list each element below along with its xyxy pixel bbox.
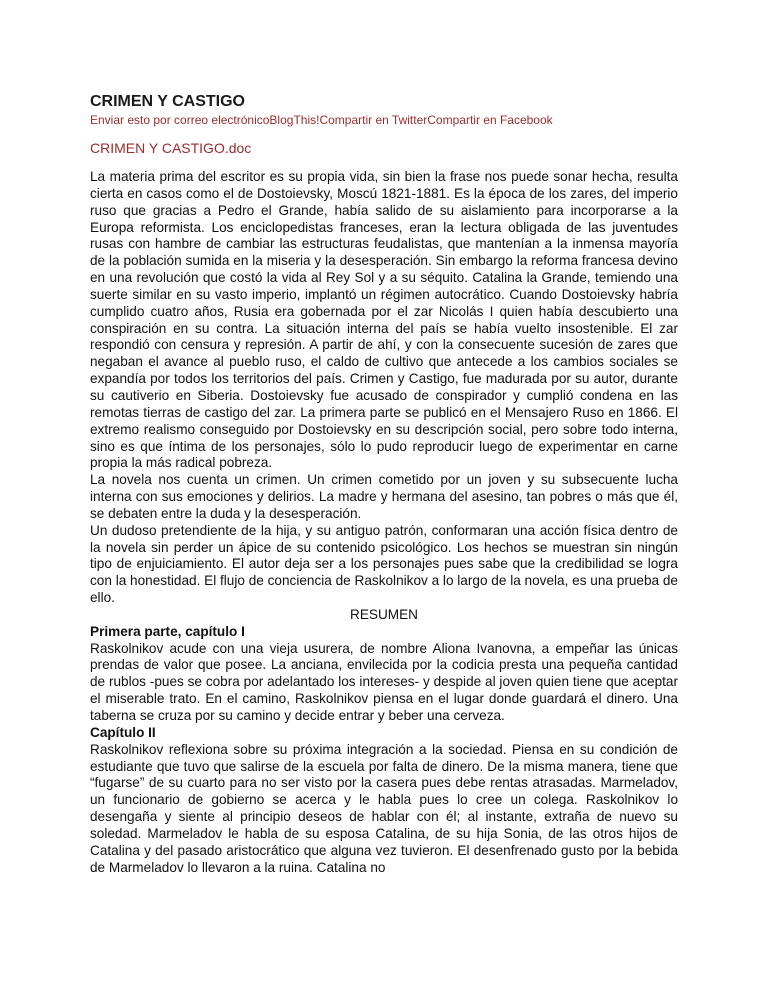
document-body [90,169,678,876]
share-links [90,113,678,127]
share-blogthis-link[interactable]: BlogThis! [269,113,320,127]
chapter-heading-1: Primera parte, capítulo I [90,623,245,639]
document-title: CRIMEN Y CASTIGO [90,93,245,110]
share-facebook-link[interactable]: Compartir en Facebook [427,113,553,127]
document-page [90,92,678,876]
chapter-heading-2: Capítulo II [90,724,156,740]
paragraph-intro: La materia prima del escritor es su propia vida, sin bien la frase nos puede sonar hecha, resulta cierta en casos como el de Dostoievsky, Moscú 1821-1881. Es la época de los zares, del imperio ruso que gracias a Pedro el Grande, había salido de su aislamiento para incorporarse a la Europa reformista. Los enciclopedistas franceses, eran la lectura obligada de las juventudes rusas con hambre de cambiar las estructuras feudalistas, que mantenían a la inmensa mayoría de la población sumida en la miseria y la desesperación. Sin embargo la reforma francesa devino en una revolución que costó la vida al Rey Sol y a su séquito. Catalina la Grande, temiendo una suerte similar en su vasto imperio, implantó un régimen autocrático. Cuando Dostoievsky habría cumplido cuatro años, Rusia era gobernada por el zar Nicolás I quien había descubierto una conspiración en su contra. La situación interna del país se había vuelto insostenible. El zar respondió con censura y represión. A partir de ahí, y con la consecuente sucesión de zares que negaban el avance al pueblo ruso, el caldo de cultivo que antecede a los cambios sociales se expandía por todos los territorios del país. Crimen y Castigo, fue madurada por su autor, durante su cautiverio en Siberia. Dostoievsky fue acusado de conspirador y cumplió condena en las remotas tierras de castigo del zar. La primera parte se publicó en el Mensajero Ruso en 1866. El extremo realismo conseguido por Dostoievsky en su descripción social, pero sobre todo interna, sino es que íntima de los personajes, sólo lo pudo reproducir luego de experimentar en carne propia la más radical pobreza. [90,169,678,471]
paragraph-chapter-2: Raskolnikov reflexiona sobre su próxima integración a la sociedad. Piensa en su condición de estudiante que tuvo que salirse de la escuela por falta de dinero. De la misma manera, tiene que “fugarse” de su cuarto para no ser visto por la casera pues debe rentas atrasadas. Marmeladov, un funcionario de gobierno se acerca y le habla pues lo cree un colega. Raskolnikov lo desengaña y siente al principio deseos de hablar con él; al instante, extraña de nuevo su soledad. Marmeladov le habla de su esposa Catalina, de su hija Sonia, de las otros hijos de Catalina y del pasado aristocrático que alguna vez tuvieron. El desenfrenado gusto por la bebida de Marmeladov lo llevaron a la ruina. Catalina no [90,741,678,875]
share-email-link[interactable]: Enviar esto por correo electrónico [90,113,270,127]
share-twitter-link[interactable]: Compartir en Twitter [319,113,428,127]
paragraph-characters: Un dudoso pretendiente de la hija, y su antiguo patrón, conformaran una acción física dentro de la novela sin perder un ápice de su contenido psicológico. Los hechos se muestran sin ningún tipo de enjuiciamiento. El autor deja ser a los personajes pues sabe que la credibilidad se logra con la honestidad. El flujo de conciencia de Raskolnikov a lo largo de la novela, es una prueba de ello. [90,522,678,606]
document-file-link[interactable]: CRIMEN Y CASTIGO.doc [90,140,252,156]
section-heading-resumen: RESUMEN [350,606,418,622]
paragraph-chapter-1: Raskolnikov acude con una vieja usurera, de nombre Aliona Ivanovna, a empeñar las únicas prendas de valor que posee. La anciana, envilecida por la codicia presta una pequeña cantidad de rublos -pues se cobra por adelantado los intereses- y despide al joven quien tiene que aceptar el miserable trato. En el camino, Raskolnikov piensa en el lugar donde guardará el dinero. Una taberna se cruza por su camino y decide entrar y beber una cerveza. [90,640,678,723]
paragraph-novel-summary: La novela nos cuenta un crimen. Un crimen cometido por un joven y su subsecuente lucha interna con sus emociones y delirios. La madre y hermana del asesino, tan pobres o más que él, se debaten entre la duda y la desesperación. [90,472,678,521]
